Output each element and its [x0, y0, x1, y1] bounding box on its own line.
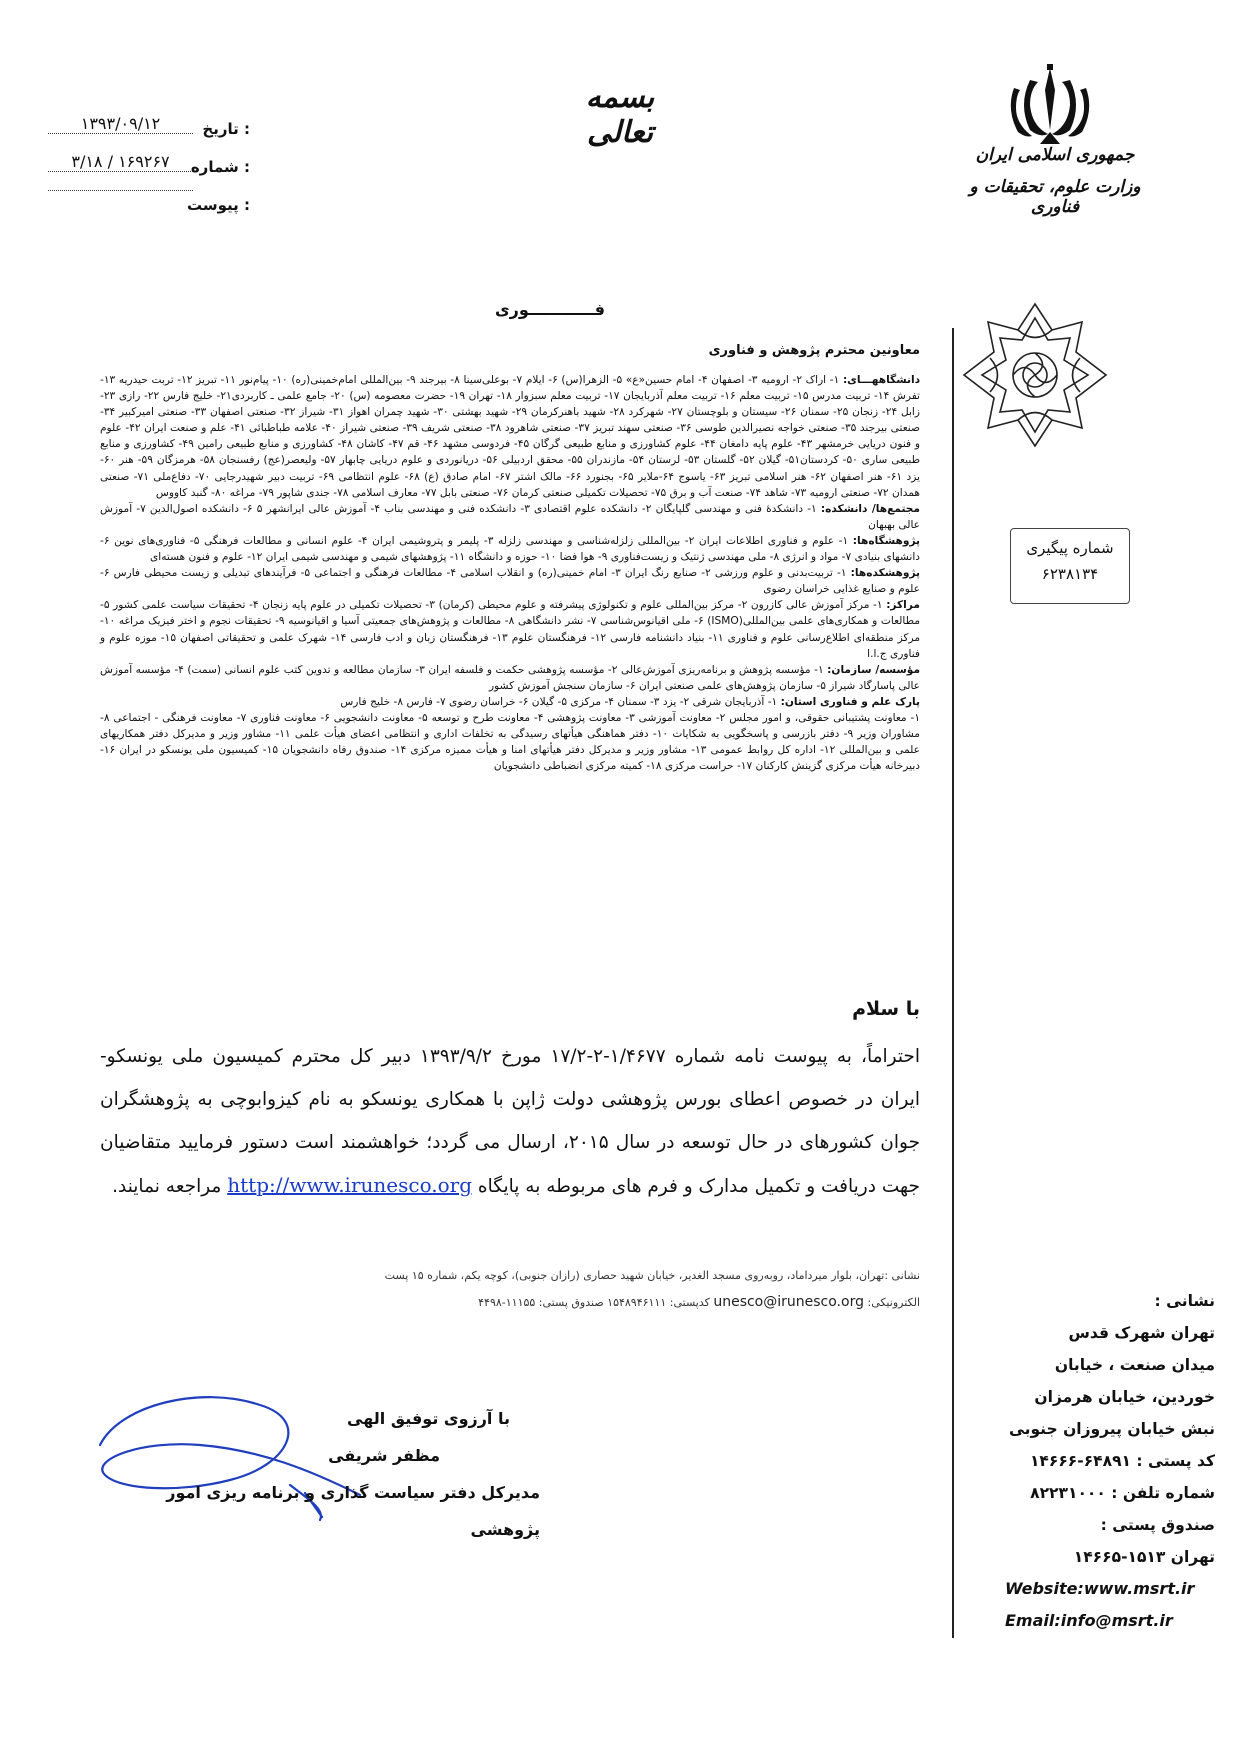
ministry-name: وزارت علوم، تحقیقات و فناوری — [969, 177, 1141, 217]
signer-name: مظفر شریفی — [328, 1446, 440, 1465]
contact-pobox: تهران ۱۵۱۳-۱۴۶۶۵ — [1073, 1548, 1215, 1566]
contact-website[interactable]: Website:www.msrt.ir — [1005, 1579, 1195, 1598]
number-row — [40, 152, 250, 182]
attachment-value — [48, 190, 193, 191]
greeting: با سلام — [852, 998, 920, 1020]
distribution-science-parks: پارک علم و فناوری استان: ۱- آذربایجان شرقی ۲- یزد ۳- سمنان ۴- مرکزی ۵- گیلان ۶- خراسان رضوی ۷- فارس ۸- خلیج فارس — [340, 695, 920, 708]
margin-divider — [952, 328, 954, 1638]
distribution-deputies: ۱- معاونت پشتیبانی حقوقی، و امور مجلس ۲- معاونت آموزشی ۳- معاونت پژوهشی ۴- معاونت طرح و توسعه ۵- معاونت دانشجویی ۶- معاونت فناوری ۷- معاونت فرهنگی - اجتماعی ۸- مشاوران وزیر ۹- دفتر بازرسی و پاسخگویی به شکایات ۱۰- دفتر هماهنگی هیأتهای رسیدگی به تخلفات اداری و انتظامی اعضای هیأت علمی ۱۱- مشاور وزیر و مدیرکل دفتر همکاریهای علمی و بین‌المللی ۱۲- اداره کل روابط عمومی ۱۳- مشاور وزیر و مدیرکل دفتر هیأتهای امنا و هیأت ممیزه مرکزی ۱۴- صندوق رفاه دانشجویان ۱۵- کمیسیون ملی یونسکو در ایران ۱۶- دبیرخانه هیأت مرکزی گزینش کارکنان ۱۷- حراست مرکزی ۱۸- کمیته مرکزی انضباطی دانشجویان — [100, 711, 921, 773]
iran-emblem-logo — [1000, 60, 1100, 150]
contact-phone: شماره تلفن : ۸۲۲۳۱۰۰۰ — [1030, 1484, 1215, 1502]
ministry-contact — [985, 1285, 1215, 1637]
ministry-header — [955, 145, 1155, 217]
tracking-number-box — [1010, 528, 1130, 604]
bismillah-heading: بسمه تعالی — [585, 80, 655, 150]
islamic-ornament-icon — [960, 300, 1110, 450]
contact-address-line: خوردین، خیابان هرمزان — [1034, 1388, 1215, 1406]
body-text-after-link: مراجعه نمایند. — [112, 1176, 222, 1197]
contact-postal-code: کد پستی : ۶۴۸۹۱-۱۴۶۶۶ — [1029, 1452, 1215, 1470]
contact-address-line: تهران شهرک قدس — [1068, 1324, 1215, 1342]
recipient-line: معاونین محترم پژوهش و فناوری — [708, 343, 920, 358]
sender-contact-line — [100, 1289, 920, 1316]
tracking-label: شماره پیگیری — [1026, 539, 1114, 557]
signer-title: مدیرکل دفتر سیاست گذاری و برنامه ریزی امور پژوهشی — [166, 1483, 540, 1539]
tracking-number: ۶۲۳۸۱۳۴ — [1041, 565, 1099, 583]
body-text-before-link: احتراماً، به پیوست نامه شماره ۱/۴۶۷۷-۲-۱۷/۲ مورخ ۱۳۹۳/۹/۲ دبیر کل محترم کمیسیون ملی یونسکو- ایران در خصوص اعطای بورس پژوهشی دولت ژاپن با همکاری یونسکو به نام کیزوابوچی به پژوهشگران جوان کشورهای در حال توسعه در سال ۲۰۱۵، ارسال می گردد؛ خواهشمند است دستور فرمایید متقاضیان جهت دریافت و تکمیل مدارک و فرم های مربوطه به پایگاه — [100, 1046, 920, 1197]
distribution-research-centers: پژوهشکده‌ها: ۱- تربیت‌بدنی و علوم ورزشی ۲- صنایع رنگ ایران ۳- امام خمینی(ره) و انقلاب اسلامی ۴- مطالعات فرهنگی و اجتماعی ۵- فرآیندهای تبدیلی و زیست محیطی فارس ۶- علوم و صنایع غذایی خراسان رضوی — [100, 567, 921, 596]
distribution-research-institutes: پژوهشگاه‌ها: ۱- علوم و فناوری اطلاعات ایران ۲- بین‌المللی زلزله‌شناسی و مهندسی زلزله ۳- پلیمر و پتروشیمی ایران ۴- علوم انسانی و مطالعات فرهنگی ۵- فناوری‌های نوین ۶- دانشهای بنیادی ۷- مواد و انرژی ۸- ملی مهندسی ژنتیک و زیست‌فناوری ۹- هوا فضا ۱۰- حوزه و دانشگاه ۱۱- پژوهشهای شیمی و مهندسی شیمی ایران ۱۲- علوم و فنون هسته‌ای — [100, 534, 921, 564]
date-label: تاریخ : — [202, 120, 250, 138]
contact-address-line: میدان صنعت ، خیابان — [1054, 1356, 1215, 1374]
sender-address — [100, 1263, 920, 1316]
email-label: الکترونیکی: — [867, 1296, 920, 1309]
contact-address-label: نشانی : — [1154, 1292, 1215, 1310]
signature-block — [110, 1400, 540, 1548]
date-value: ۱۳۹۳/۰۹/۱۲ — [48, 114, 193, 134]
attachment-row — [40, 196, 250, 220]
number-value: ۳/۱۸ / ۱۶۹۲۶۷ — [48, 152, 193, 172]
country-name: جمهوری اسلامی ایران — [975, 145, 1135, 165]
closing-line: با آرزوی توفیق الهی — [347, 1409, 510, 1428]
urgency-label: فــــــــــــوری — [494, 300, 605, 319]
irunesco-link[interactable]: http://www.irunesco.org — [227, 1173, 473, 1197]
letter-body — [100, 1035, 920, 1208]
date-row — [40, 114, 250, 144]
number-label: شماره : — [190, 158, 250, 176]
distribution-list — [100, 372, 920, 774]
sender-postal: کدپستی: ۱۵۴۸۹۴۶۱۱۱ صندوق پستی: ۱۱۱۵۵-۴۴۹۸ — [478, 1296, 710, 1309]
attachment-label: پیوست : — [186, 196, 250, 214]
sender-address-line: نشانی :تهران، بلوار میرداماد، روبه‌روی مسجد الغدیر، خیابان شهید حصاری (رازان جنوبی)، کوچه یکم، شماره ۱۵ پست — [384, 1269, 920, 1282]
contact-pobox-label: صندوق پستی : — [1100, 1516, 1215, 1534]
contact-address-line: نبش خیابان پیروزان جنوبی — [1008, 1420, 1215, 1438]
distribution-organizations: مؤسسه/ سازمان: ۱- مؤسسه پژوهش و برنامه‌ریزی آموزش‌عالی ۲- مؤسسه پژوهشی حکمت و فلسفه ایران ۳- سازمان مطالعه و تدوین کتب علوم انسانی (سمت) ۴- مؤسسه آموزش عالی پاسارگاد شیراز ۵- سازمان پژوهش‌های علمی صنعتی ایران ۶- سازمان سنجش آموزش کشور — [100, 663, 921, 692]
sender-email[interactable]: unesco@irunesco.org — [713, 1294, 864, 1310]
distribution-colleges: مجتمع‌ها/ دانشکده: ۱- دانشکدهٔ فنی و مهندسی گلپایگان ۲- دانشکده علوم اقتصادی ۳- دانشکده فنی و مهندسی بناب ۴- آموزش عالی ایرانشهر ۵ ۶- دانشکده اصول‌الدین ۷- آموزش عالی بهبهان — [100, 502, 920, 531]
distribution-centers: مراکز: ۱- مرکز آموزش عالی کازرون ۲- مرکز بین‌المللی علوم و تکنولوژی پیشرفته و علوم محیطی (کرمان) ۳- تحصیلات تکمیلی در علوم پایه زنجان ۴- تحقیقات سیاست علمی کشور ۵- مطالعات و همکاری‌های علمی بین‌المللی(ISMO) ۶- ملی اقیانوس‌شناسی ۷- نشر دانشگاهی ۸- مطالعات و پژوهش‌های جمعیتی آسیا و اقیانوسیه ۹- تحقیقات نجوم و اختر فیزیک مراغه ۱۰- مرکز منطقه‌ای اطلاع‌رسانی علوم و فناوری ۱۱- بنیاد دانشنامه فارسی ۱۲- فرهنگستان علوم ۱۳- فرهنگستان زبان و ادب فارسی ۱۴- شهرک علمی و تحقیقاتی اصفهان ۱۵- موزه علوم و فناوری ج.ا.ا — [100, 599, 921, 660]
contact-email[interactable]: Email:info@msrt.ir — [1005, 1611, 1173, 1630]
distribution-universities: دانشگاههـــای: ۱- اراک ۲- ارومیه ۳- اصفهان ۴- امام حسین«ع» ۵- الزهرا(س) ۶- ایلام ۷- بوعلی‌سینا ۸- بیرجند ۹- بین‌المللی امام‌خمینی(ره) ۱۰- پیام‌نور ۱۱- تبریز ۱۲- تربت حیدریه ۱۳- تفرش ۱۴- تربیت مدرس ۱۵- تربیت معلم ۱۶- تربیت معلم آذربایجان ۱۷- تربیت معلم سبزوار ۱۸- تهران ۱۹- حضرت معصومه (س) ۲۰- جامع علمی ـ کاربردی۲۱- خلیج فارس ۲۲- رازی ۲۳- زابل ۲۴- زنجان ۲۵- سمنان ۲۶- سیستان و بلوچستان ۲۷- شهرکرد ۲۸- شهید باهنرکرمان ۲۹- شهید بهشتی ۳۰- شهید چمران اهواز ۳۱- شیراز ۳۲- صنعتی اصفهان ۳۳- صنعتی امیرکبیر ۳۴- صنعتی بیرجند ۳۵- صنعتی خواجه نصیرالدین طوسی ۳۶- صنعتی سهند تبریز ۳۷- صنعتی شاهرود ۳۸- صنعتی شریف ۳۹- صنعتی شیراز ۴۰- علامه طباطبائی ۴۱- علم و صنعت ایران ۴۲- علوم و فنون دریایی خرمشهر ۴۳- علوم پایه دامغان ۴۴- علوم کشاورزی و منابع طبیعی گرگان ۴۵- فردوسی مشهد ۴۶- قم ۴۷- کاشان ۴۸- کشاورزی و منابع طبیعی رامین ۴۹- کشاورزی و منابع طبیعی ساری ۵۰- کردستان۵۱- گیلان ۵۲- گلستان ۵۳- لرستان ۵۴- مازندران ۵۵- محقق اردبیلی ۵۶- دریانوردی و علوم دریایی چابهار ۵۷- ولیعصر(عج) رفسنجان ۵۸- هرمزگان ۵۹- هنر ۶۰- یزد ۶۱- هنر اصفهان ۶۲- هنر اسلامی تبریز ۶۳- یاسوج ۶۴-ملایر ۶۵- بجنورد ۶۶- مالک اشتر ۶۷- امام صادق (ع) ۶۸- علوم انتظامی ۶۹- تربیت دبیر شهیدرجایی ۷۰- دفاع‌ملی ۷۱- صنعتی همدان ۷۲- صنعتی ارومیه ۷۳- شاهد ۷۴- صنعت آب و برق ۷۵- تحصیلات تکمیلی صنعتی کرمان ۷۶- صنعتی بابل ۷۷- معارف اسلامی ۷۸- جندی شاپور ۷۹- مراغه ۸۰- گنبد کاووس — [100, 374, 921, 499]
